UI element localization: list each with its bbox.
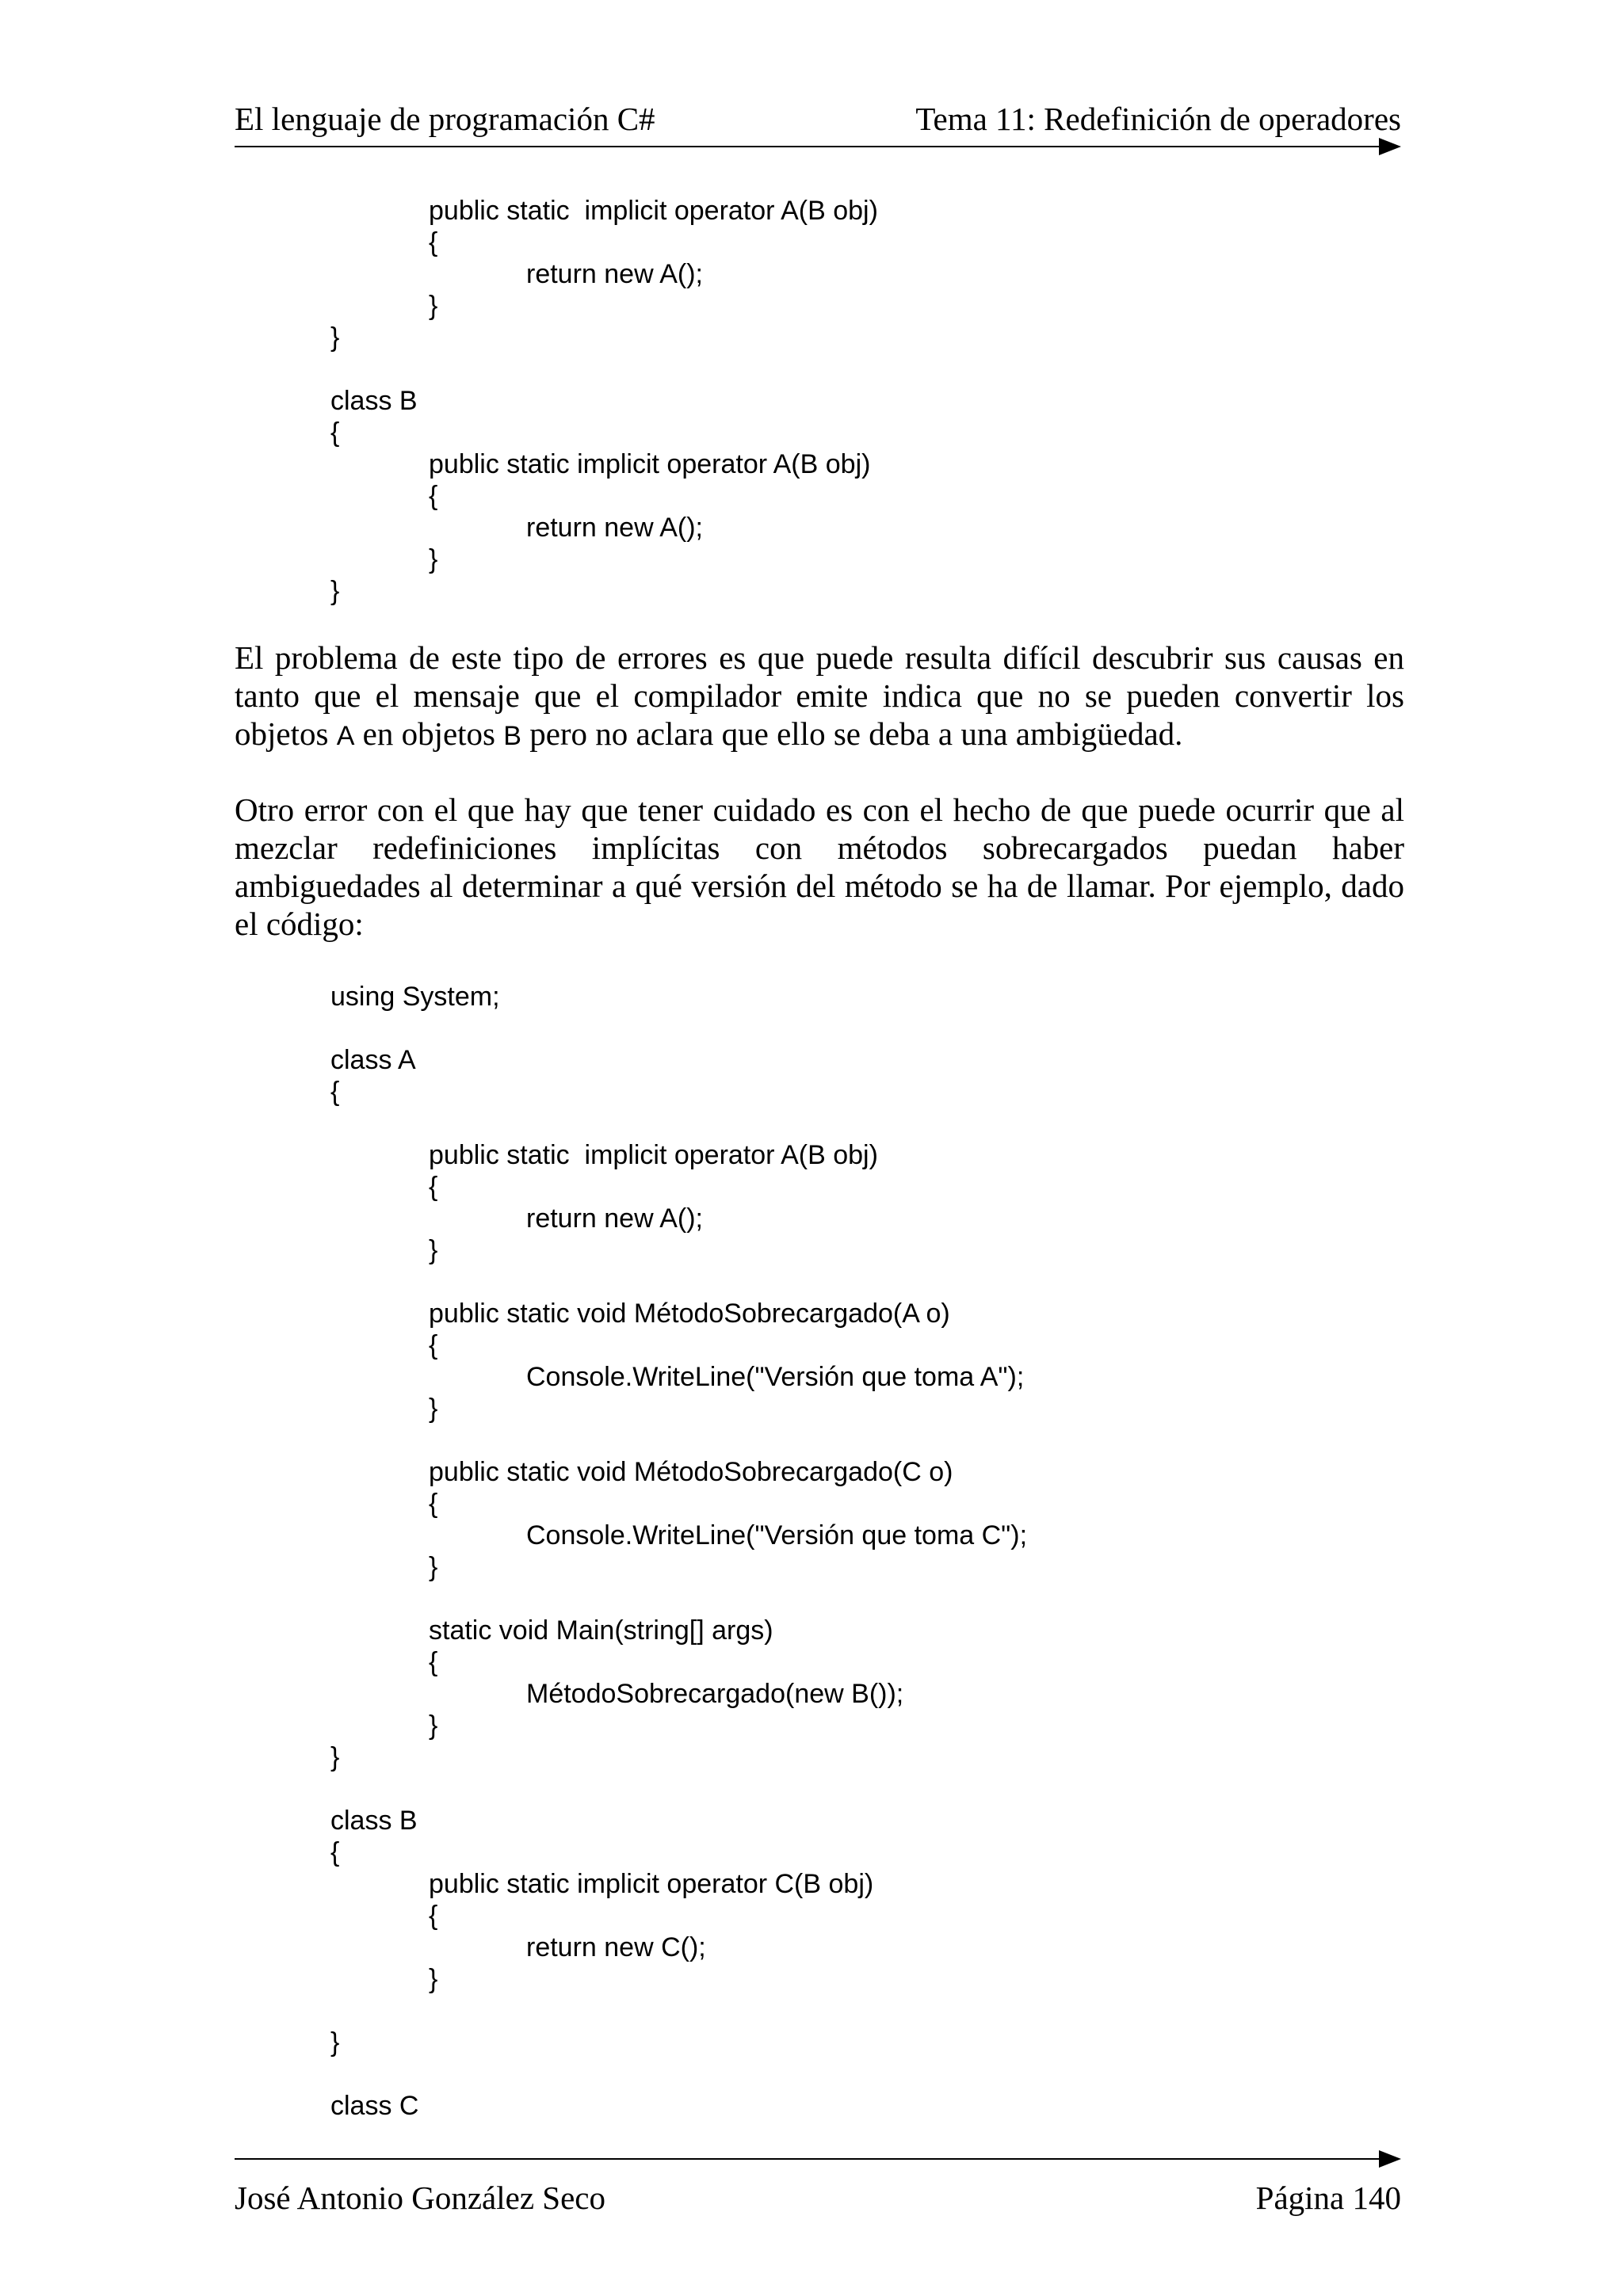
code-line: public static void MétodoSobrecargado(C o) [429,1457,953,1487]
code-line: { [429,1647,438,1677]
code-line: { [330,1837,340,1867]
code-line: } [429,1235,438,1265]
code-line: public static implicit operator A(B obj) [429,449,871,479]
footer-rule [235,2158,1392,2160]
header-arrow-icon [1379,138,1401,155]
paragraph-text: pero no aclara que ello se deba a una ambigüedad. [521,715,1183,752]
code-line: { [330,1077,340,1107]
code-line: } [330,576,340,606]
footer-page-number: Página 140 [1255,2180,1401,2216]
code-line: { [429,227,438,257]
code-line: static void Main(string[] args) [429,1615,773,1646]
code-line: { [429,1901,438,1931]
code-line: } [330,322,340,353]
code-line: { [330,418,340,448]
header-title: El lenguaje de programación C# [235,101,655,137]
inline-code: A [336,721,355,751]
paragraph-text: El problema de este tipo de errores es que puede resulta difícil descubrir sus causas en tanto que el mensaje que el compilador emite indica que no se pueden convertir los objetos [235,639,1404,752]
code-line: } [330,1742,340,1772]
code-line: } [429,291,438,321]
footer-arrow-icon [1379,2150,1401,2168]
header-chapter: Tema 11: Redefinición de operadores [915,101,1401,137]
header-rule [235,146,1392,147]
code-line: return new A(); [526,1203,703,1234]
code-line: class B [330,1806,418,1836]
code-line: Console.WriteLine("Versión que toma A"); [526,1362,1025,1392]
code-line: Console.WriteLine("Versión que toma C"); [526,1520,1028,1550]
code-line: class A [330,1045,416,1075]
code-line: public static implicit operator A(B obj) [429,196,878,226]
code-line: public static implicit operator C(B obj) [429,1869,874,1899]
code-line: return new A(); [526,259,703,289]
code-line: using System; [330,982,500,1012]
code-line: public static implicit operator A(B obj) [429,1140,878,1170]
code-line: return new C(); [526,1932,706,1962]
code-line: } [429,1552,438,1582]
code-line: public static void MétodoSobrecargado(A o) [429,1299,950,1329]
code-line: } [429,1964,438,1994]
paragraph-text: en objetos [354,715,504,752]
code-line: } [330,2027,340,2058]
footer-author: José Antonio González Seco [235,2180,605,2216]
code-line: } [429,1711,438,1741]
code-line: class C [330,2091,419,2121]
code-line: { [429,1489,438,1519]
paragraph: Otro error con el que hay que tener cuidado es con el hecho de que puede ocurrir que al mezclar redefiniciones implícitas con métodos sobrecargados puedan haber ambiguedades al determinar a qué versión del método se ha de llamar. Por ejemplo, dado el código: [235,791,1404,942]
inline-code: B [503,721,521,751]
code-line: { [429,481,438,511]
code-line: class B [330,386,418,416]
code-line: MétodoSobrecargado(new B()); [526,1679,904,1709]
code-line: } [429,544,438,574]
code-line: } [429,1394,438,1424]
code-line: return new A(); [526,513,703,543]
code-line: { [429,1330,438,1360]
paragraph [235,639,1404,755]
code-line: { [429,1172,438,1202]
